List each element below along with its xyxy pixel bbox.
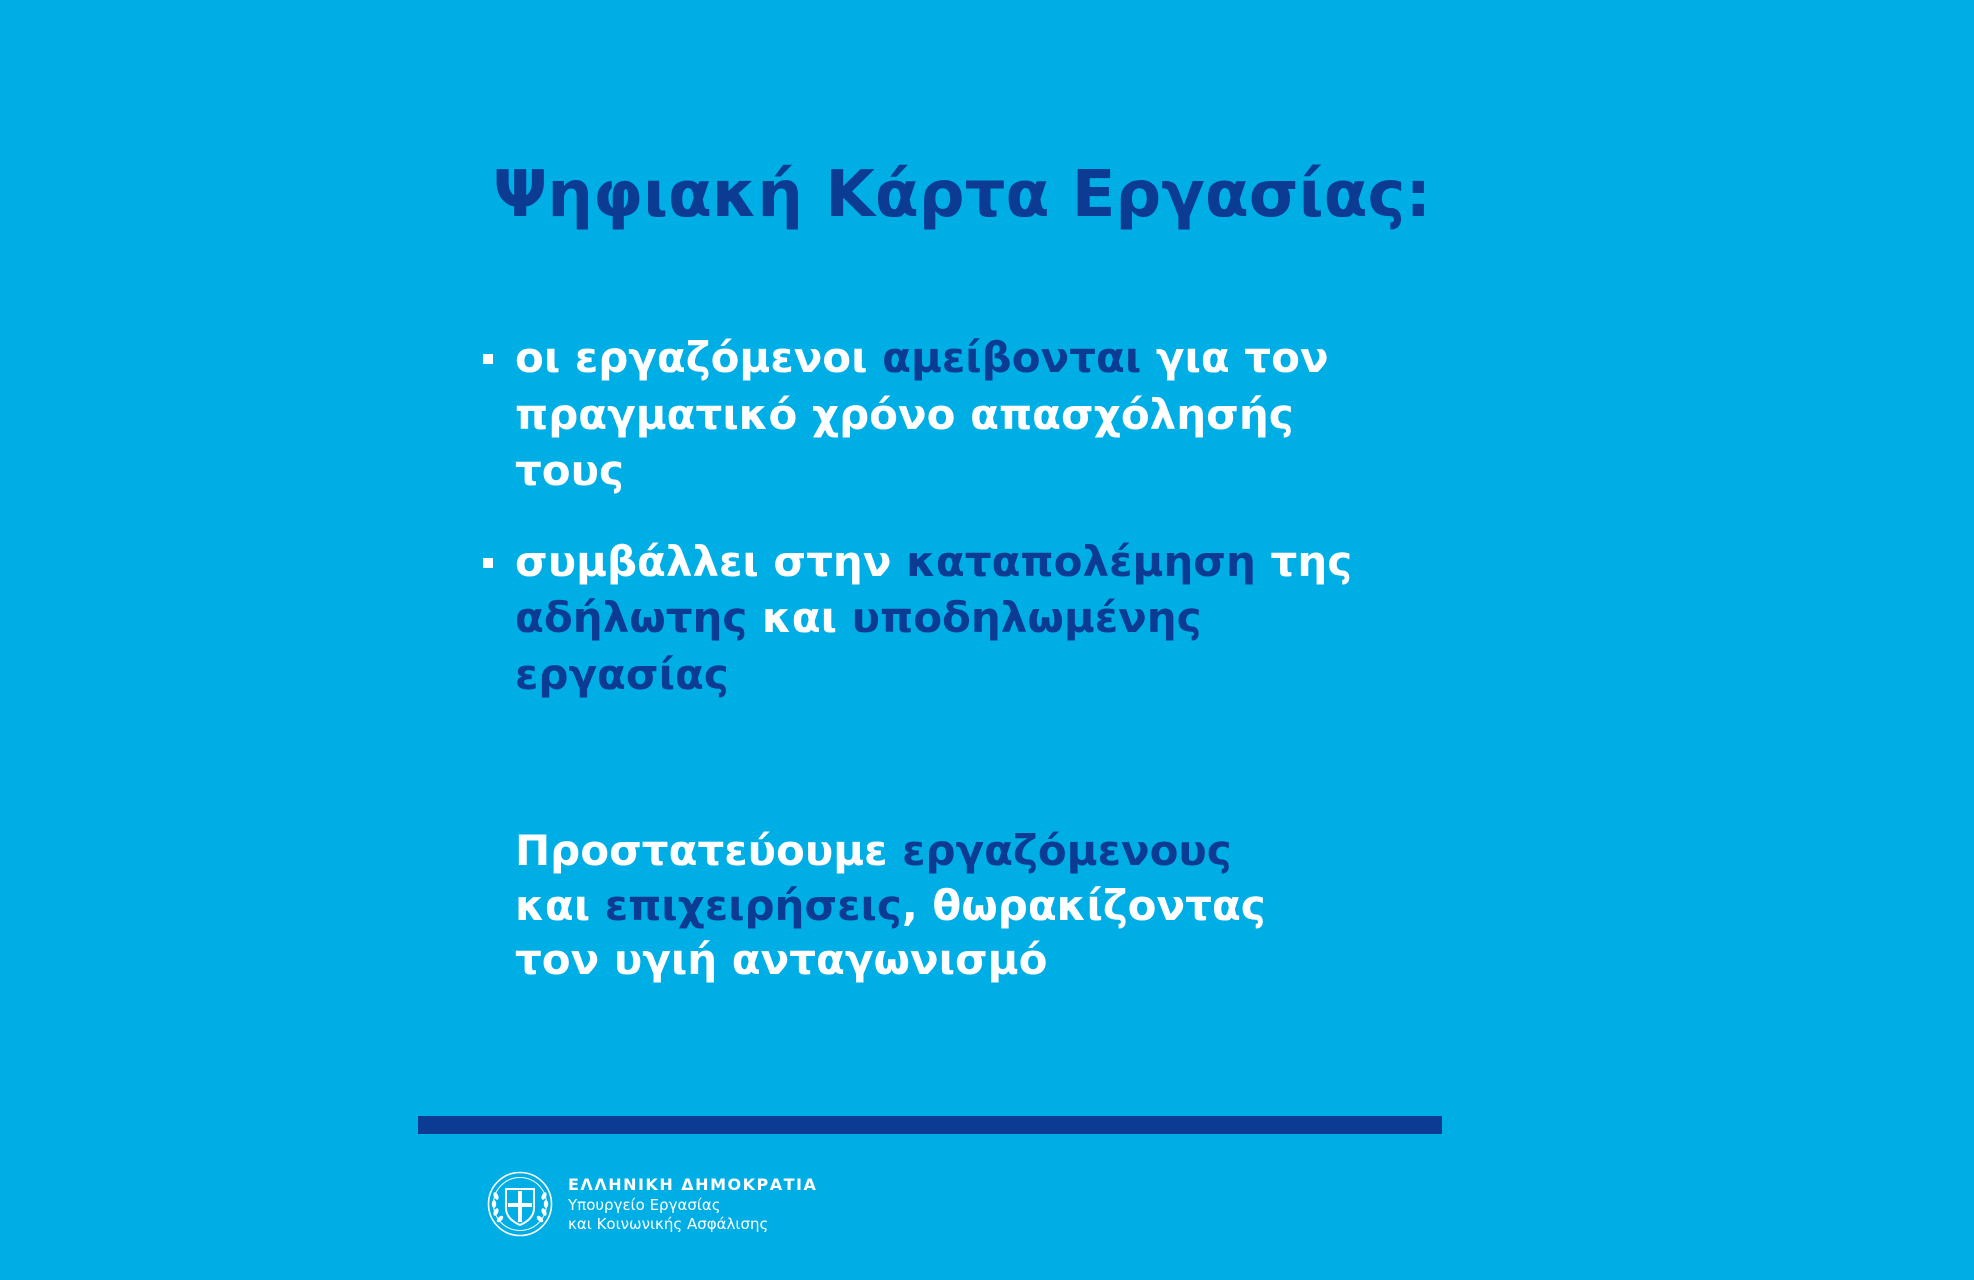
- closing-text-protect: Προστατεύουμε: [515, 826, 903, 875]
- square-bullet-icon: [483, 558, 493, 568]
- footer-divider: [418, 1116, 1442, 1134]
- closing-text-shielding: , θωρακίζοντας: [901, 880, 1266, 930]
- bullet-2-highlight-underdeclared: υποδηλωμένης εργασίας: [515, 593, 1202, 699]
- footer-ministry-line-2: και Κοινωνικής Ασφάλισης: [568, 1215, 769, 1233]
- footer-republic-name: ΕΛΛΗΝΙΚΗ ΔΗΜΟΚΡΑΤΙΑ: [568, 1175, 818, 1194]
- bullet-list: [480, 330, 1360, 737]
- closing-text-and: και: [515, 880, 605, 930]
- closing-highlight-employees: εργαζόμενους: [902, 826, 1232, 875]
- bullet-2-highlight-combat: καταπολέμηση: [906, 536, 1256, 586]
- bullet-2-text: συμβάλλει στην: [515, 536, 907, 586]
- bullet-2-text-the: της: [1255, 536, 1353, 586]
- slide-title: Ψηφιακή Κάρτα Εργασίας:: [493, 158, 1432, 232]
- closing-statement: [515, 824, 1266, 988]
- closing-text-competition: τον υγιή ανταγωνισμό: [515, 935, 1048, 984]
- bullet-item-undeclared-work: [480, 534, 1360, 704]
- bullet-1-highlight: αμείβονται: [882, 333, 1142, 382]
- bullet-2-highlight-undeclared: αδήλωτης: [515, 593, 748, 642]
- footer-ministry-line-1: Υπουργείο Εργασίας: [568, 1196, 721, 1214]
- ministry-logo: [486, 1170, 817, 1238]
- greek-state-emblem-icon: [486, 1170, 554, 1238]
- closing-highlight-businesses: επιχειρήσεις: [604, 880, 902, 930]
- square-bullet-icon: [483, 354, 493, 364]
- bullet-1-text: οι εργαζόμενοι: [515, 333, 883, 382]
- bullet-1-text-end: για τον πραγματικό χρόνο απασχόλησής τους: [515, 333, 1329, 495]
- bullet-item-paid-actual-time: [480, 330, 1360, 500]
- bullet-2-text-and: και: [747, 593, 852, 642]
